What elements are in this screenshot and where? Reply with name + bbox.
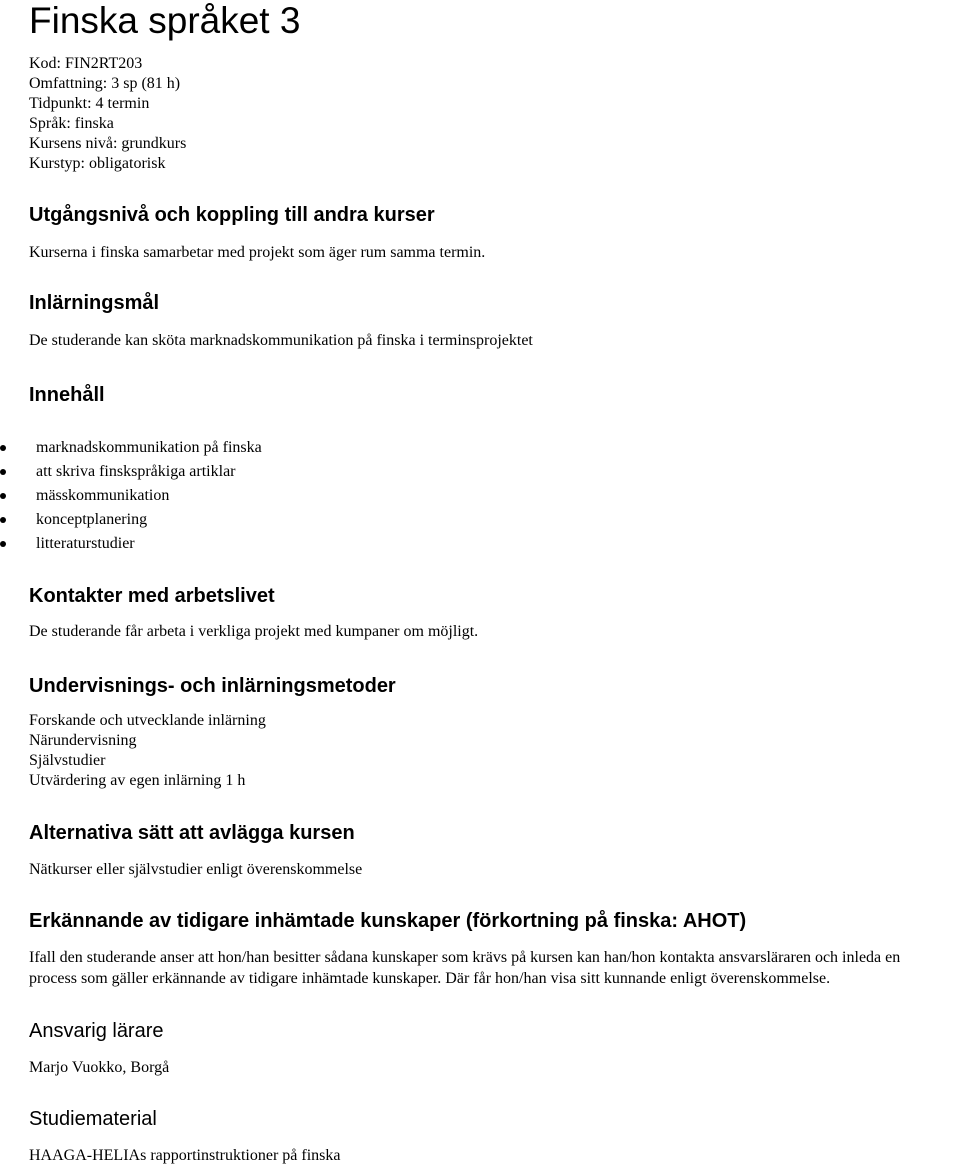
heading-innehall: Innehåll — [29, 384, 105, 406]
bullet-icon — [0, 493, 6, 499]
meta-level: Kursens nivå: grundkurs — [29, 135, 187, 152]
list-item — [29, 436, 262, 460]
heading-ahot: Erkännande av tidigare inhämtade kunskaper (förkortning på finska: AHOT) — [29, 910, 747, 932]
heading-ansvarig: Ansvarig lärare — [29, 1020, 164, 1042]
text-ahot-line2: process som gäller erkännande av tidigare inhämtade kunskaper. Där får hon/han visa sitt kunnande enligt överenskommelse. — [29, 970, 831, 987]
method-line: Forskande och utvecklande inlärning — [29, 712, 266, 729]
list-item-text: konceptplanering — [36, 511, 148, 528]
heading-utgangsniva: Utgångsnivå och koppling till andra kurser — [29, 204, 435, 226]
heading-inlarningsmal: Inlärningsmål — [29, 292, 160, 314]
heading-alternativa: Alternativa sätt att avlägga kursen — [29, 822, 355, 844]
list-item — [29, 532, 262, 556]
list-item-text: marknadskommunikation på finska — [36, 439, 262, 456]
methods-list — [29, 711, 266, 791]
bullet-icon — [0, 445, 6, 451]
meta-language: Språk: finska — [29, 115, 114, 132]
text-alternativa: Nätkurser eller självstudier enligt överenskommelse — [29, 861, 363, 878]
method-line: Självstudier — [29, 752, 106, 769]
text-studiematerial: HAAGA-HELIAs rapportinstruktioner på finska — [29, 1147, 341, 1164]
text-ansvarig: Marjo Vuokko, Borgå — [29, 1059, 170, 1076]
text-ahot-line1: Ifall den studerande anser att hon/han besitter sådana kunskaper som krävs på kursen kan han/hon kontakta ansvarsläraren och inleda en — [29, 949, 901, 966]
heading-kontakter: Kontakter med arbetslivet — [29, 585, 275, 607]
method-line: Utvärdering av egen inlärning 1 h — [29, 772, 246, 789]
method-line: Närundervisning — [29, 732, 137, 749]
bullet-icon — [0, 541, 6, 547]
text-kontakter: De studerande får arbeta i verkliga projekt med kumpaner om möjligt. — [29, 623, 479, 640]
page-title: Finska språket 3 — [29, 0, 301, 41]
meta-scope: Omfattning: 3 sp (81 h) — [29, 75, 181, 92]
heading-studiematerial: Studiematerial — [29, 1108, 157, 1130]
meta-timing: Tidpunkt: 4 termin — [29, 95, 150, 112]
list-item — [29, 484, 262, 508]
list-item-text: att skriva finskspråkiga artiklar — [36, 463, 236, 480]
meta-code: Kod: FIN2RT203 — [29, 55, 143, 72]
content-list — [29, 436, 262, 556]
text-utgangsniva: Kurserna i finska samarbetar med projekt som äger rum samma termin. — [29, 244, 486, 261]
bullet-icon — [0, 517, 6, 523]
course-meta — [29, 54, 186, 174]
list-item-text: mässkommunikation — [36, 487, 170, 504]
text-inlarningsmal: De studerande kan sköta marknadskommunikation på finska i terminsprojektet — [29, 332, 533, 349]
list-item-text: litteraturstudier — [36, 535, 135, 552]
meta-type: Kurstyp: obligatorisk — [29, 155, 166, 172]
list-item — [29, 508, 262, 532]
heading-metoder: Undervisnings- och inlärningsmetoder — [29, 675, 396, 697]
bullet-icon — [0, 469, 6, 475]
list-item — [29, 460, 262, 484]
